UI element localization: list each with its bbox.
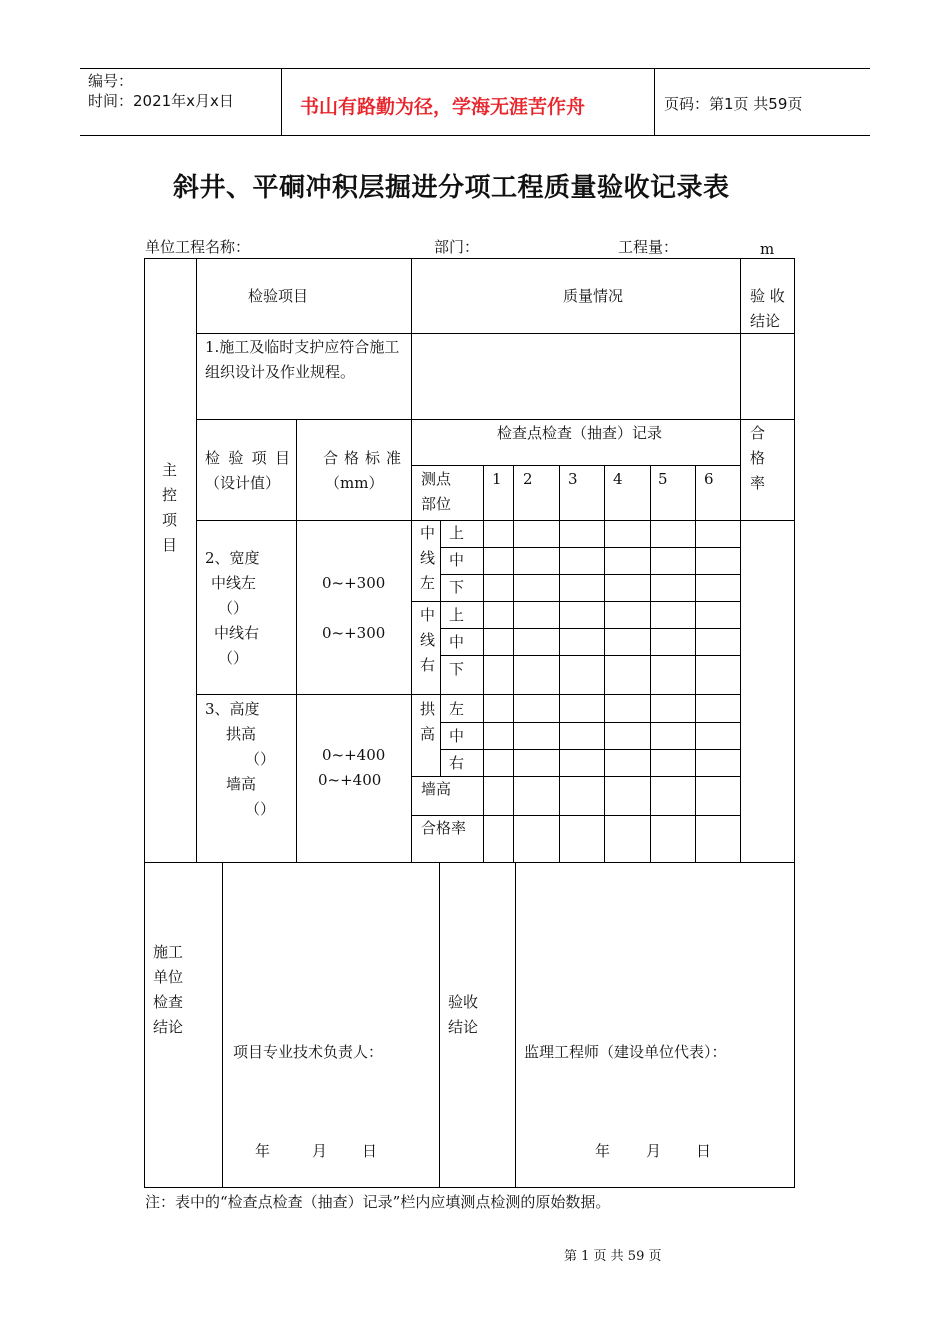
position-label: 下 [449, 660, 465, 678]
header-divider-1 [281, 68, 282, 136]
grid-line [411, 776, 741, 777]
unit-name-label: 单位工程名称： [145, 238, 251, 256]
grid-line [196, 258, 197, 863]
height-std-wall: 0~+400 [318, 771, 382, 789]
date-year: 年 [255, 1142, 271, 1160]
page-footer: 第 1 页 共 59 页 [564, 1249, 662, 1264]
grid-line [440, 520, 441, 777]
construction-conclusion-label: 施工单位检查结论 [153, 943, 184, 1036]
width-right-label: 中线右 [214, 624, 260, 642]
position-label: 左 [449, 700, 465, 718]
page-info: 页码：第1页 共59页 [664, 95, 803, 113]
point-label-1: 测点 [421, 470, 452, 488]
grid-line [440, 547, 741, 548]
grid-line [196, 694, 741, 695]
point-number: 5 [658, 470, 668, 488]
grid-line [411, 258, 412, 863]
grid-line [144, 1187, 795, 1188]
grid-line [439, 862, 440, 1188]
width-std-left: 0~+300 [322, 574, 386, 592]
position-label: 右 [449, 754, 465, 772]
time-label: 时间：2021年x月x日 [88, 92, 234, 110]
acceptance-header-1: 验 收 [750, 287, 785, 305]
supervisor-label: 监理工程师（建设单位代表）： [524, 1043, 727, 1061]
group-right-label: 中线右 [420, 606, 436, 674]
grid-line [144, 258, 795, 259]
grid-line [144, 862, 795, 863]
acceptance-conclusion-label: 验收结论 [448, 993, 479, 1036]
point-number: 4 [613, 470, 623, 488]
grid-line [440, 749, 741, 750]
header-divider-2 [654, 68, 655, 136]
standard-header-1: 合格标准 [323, 449, 408, 467]
grid-line [296, 420, 297, 863]
grid-line [604, 465, 605, 863]
page-title: 斜井、平硐冲积层掘进分项工程质量验收记录表 [173, 173, 730, 203]
grid-line [196, 333, 795, 334]
point-number: 1 [492, 470, 502, 488]
tech-lead-label: 项目专业技术负责人： [233, 1043, 384, 1061]
point-label-2: 部位 [421, 495, 452, 513]
point-number: 6 [704, 470, 714, 488]
grid-line [440, 722, 741, 723]
date-year: 年 [595, 1142, 611, 1160]
grid-line [196, 520, 795, 521]
position-label: 下 [449, 578, 465, 596]
height-std-arch: 0~+400 [322, 746, 386, 764]
header-top-rule [80, 68, 870, 69]
date-month: 月 [312, 1142, 328, 1160]
acceptance-header-2: 结论 [750, 312, 781, 330]
grid-line [513, 465, 514, 863]
width-std-right: 0~+300 [322, 624, 386, 642]
quantity-label: 工程量： [618, 238, 679, 256]
grid-line [695, 465, 696, 863]
quantity-unit: m [760, 240, 775, 258]
grid-line [440, 655, 741, 656]
footnote: 注：表中的“检查点检查（抽查）记录”栏内应填测点检测的原始数据。 [145, 1193, 611, 1211]
grid-line [794, 258, 795, 1188]
wall-label: 墙高 [226, 775, 257, 793]
grid-line [559, 465, 560, 863]
main-control-label: 主控项目 [162, 461, 178, 554]
width-left-value: （） [218, 599, 249, 617]
position-label: 中 [449, 633, 465, 651]
width-left-label: 中线左 [211, 574, 257, 592]
group-arch-label: 拱高 [420, 700, 436, 743]
motto: 书山有路勤为径，学海无涯苦作舟 [300, 96, 586, 118]
grid-line [222, 862, 223, 1188]
point-number: 3 [568, 470, 578, 488]
record-header: 检查点检查（抽查）记录 [497, 424, 663, 442]
standard-header-2: （mm） [325, 474, 384, 492]
grid-line [196, 419, 795, 420]
date-day: 日 [696, 1142, 712, 1160]
group-left-label: 中线左 [420, 524, 436, 592]
date-month: 月 [646, 1142, 662, 1160]
sub-item-header: 检验项目（设计值） [205, 449, 290, 492]
dept-label: 部门： [434, 238, 480, 256]
grid-line [740, 258, 741, 863]
wall-row-label: 墙高 [421, 780, 452, 798]
item-1-text: 1.施工及临时支护应符合施工组织设计及作业规程。 [205, 338, 400, 381]
position-label: 上 [449, 524, 465, 542]
grid-line [411, 601, 741, 602]
grid-line [411, 465, 741, 466]
grid-line [515, 862, 516, 1188]
grid-line [440, 574, 741, 575]
height-title: 3、高度 [205, 700, 260, 718]
wall-value: （） [245, 800, 276, 818]
pass-rate-header: 合格率 [750, 424, 766, 492]
inspect-item-header: 检验项目 [248, 287, 309, 305]
grid-line [483, 465, 484, 863]
date-day: 日 [362, 1142, 378, 1160]
position-label: 中 [449, 551, 465, 569]
width-right-value: （） [218, 649, 249, 667]
position-label: 上 [449, 606, 465, 624]
grid-line [440, 628, 741, 629]
quality-header: 质量情况 [563, 287, 624, 305]
grid-line [650, 465, 651, 863]
header-bottom-rule [80, 135, 870, 136]
pass-row-label: 合格率 [421, 819, 467, 837]
serial-label: 编号： [88, 72, 134, 90]
point-number: 2 [523, 470, 533, 488]
arch-label: 拱高 [226, 725, 257, 743]
arch-value: （） [245, 750, 276, 768]
grid-line [144, 258, 145, 1188]
width-title: 2、宽度 [205, 549, 260, 567]
position-label: 中 [449, 727, 465, 745]
